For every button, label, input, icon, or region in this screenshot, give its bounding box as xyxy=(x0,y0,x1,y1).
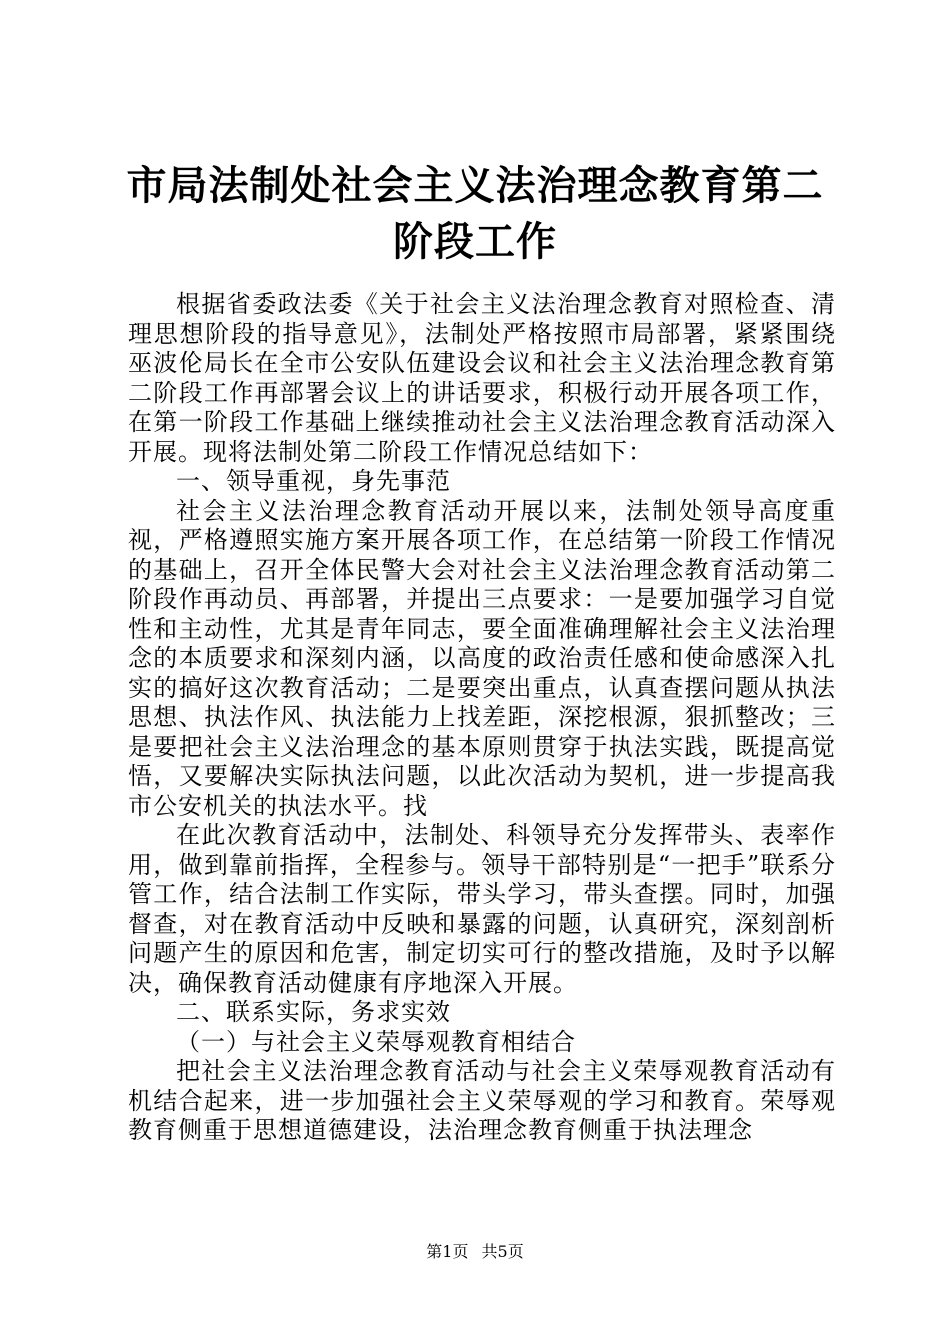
paragraph-section-2-1: 把社会主义法治理念教育活动与社会主义荣辱观教育活动有机结合起来，进一步加强社会主义荣辱观的学习和教育。荣辱观教育侧重于思想道德建设，法治理念教育侧重于执法理念 xyxy=(128,1057,836,1144)
page-footer xyxy=(0,1242,950,1262)
section-heading-2: 二、联系实际，务求实效 xyxy=(176,998,451,1026)
paragraph-intro: 根据省委政法委《关于社会主义法治理念教育对照检查、清理思想阶段的指导意见》，法制处严格按照市局部署，紧紧围绕巫波伦局长在全市公安队伍建设会议和社会主义法治理念教育第二阶段工作再部署会议上的讲话要求，积极行动开展各项工作，在第一阶段工作基础上继续推动社会主义法治理念教育活动深入开展。现将法制处第二阶段工作情况总结如下： xyxy=(128,290,836,466)
paragraph-section-1-b: 在此次教育活动中，法制处、科领导充分发挥带头、表率作用，做到靠前指挥，全程参与。领导干部特别是“一把手”联系分管工作，结合法制工作实际，带头学习，带头查摆。同时，加强督查，对在教育活动中反映和暴露的问题，认真研究，深刻剖析问题产生的原因和危害，制定切实可行的整改措施，及时予以解决，确保教育活动健康有序地深入开展。 xyxy=(128,821,836,997)
page-number: 第1页 xyxy=(426,1242,469,1261)
page-total: 共5页 xyxy=(481,1242,524,1261)
paragraph-section-1-a: 社会主义法治理念教育活动开展以来，法制处领导高度重视，严格遵照实施方案开展各项工作，在总结第一阶段工作情况的基础上，召开全体民警大会对社会主义法治理念教育活动第二阶段作再动员、再部署，并提出三点要求：一是要加强学习自觉性和主动性，尤其是青年同志，要全面准确理解社会主义法治理念的本质要求和深刻内涵，以高度的政治责任感和使命感深入扎实的搞好这次教育活动；二是要突出重点，认真查摆问题从执法思想、执法作风、执法能力上找差距，深挖根源，狠抓整改；三是要把社会主义法治理念的基本原则贯穿于执法实践，既提高觉悟，又要解决实际执法问题，以此次活动为契机，进一步提高我市公安机关的执法水平。找 xyxy=(128,496,836,820)
section-heading-1: 一、领导重视，身先事范 xyxy=(176,467,451,495)
document-body xyxy=(128,290,836,1146)
subsection-heading-2-1: （一）与社会主义荣辱观教育相结合 xyxy=(176,1027,576,1056)
document-title: 市局法制处社会主义法治理念教育第二阶段工作 xyxy=(126,162,824,265)
